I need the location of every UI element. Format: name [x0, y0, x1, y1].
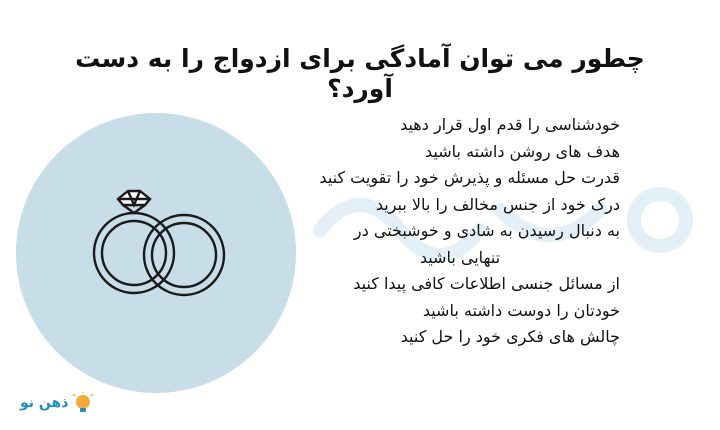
logo-text: ذهن نو	[20, 395, 69, 411]
list-item: خودتان را دوست داشته باشید	[422, 300, 620, 320]
list-item: درک خود از جنس مخالف را بالا ببرید	[375, 194, 620, 214]
list-item: تنهایی باشید	[419, 247, 501, 267]
tips-list	[300, 112, 620, 351]
list-item: به دنبال رسیدن به شادی و خوشبختی در	[353, 221, 620, 240]
wedding-rings-icon	[80, 185, 240, 305]
list-item: از مسائل جنسی اطلاعات کافی پیدا کنید	[353, 274, 620, 293]
list-item: هدف های روشن داشته باشید	[425, 141, 620, 161]
list-item: چالش های فکری خود را حل کنید	[400, 327, 620, 346]
brain-bulb-icon	[72, 392, 94, 414]
brand-logo	[20, 392, 94, 414]
page-title: چطور می توان آمادگی برای ازدواج را به دست آورد؟	[75, 44, 645, 103]
list-item: قدرت حل مسئله و پذیرش خود را تقویت کنید	[319, 168, 620, 187]
list-item: خودشناسی را قدم اول قرار دهید	[400, 115, 620, 134]
